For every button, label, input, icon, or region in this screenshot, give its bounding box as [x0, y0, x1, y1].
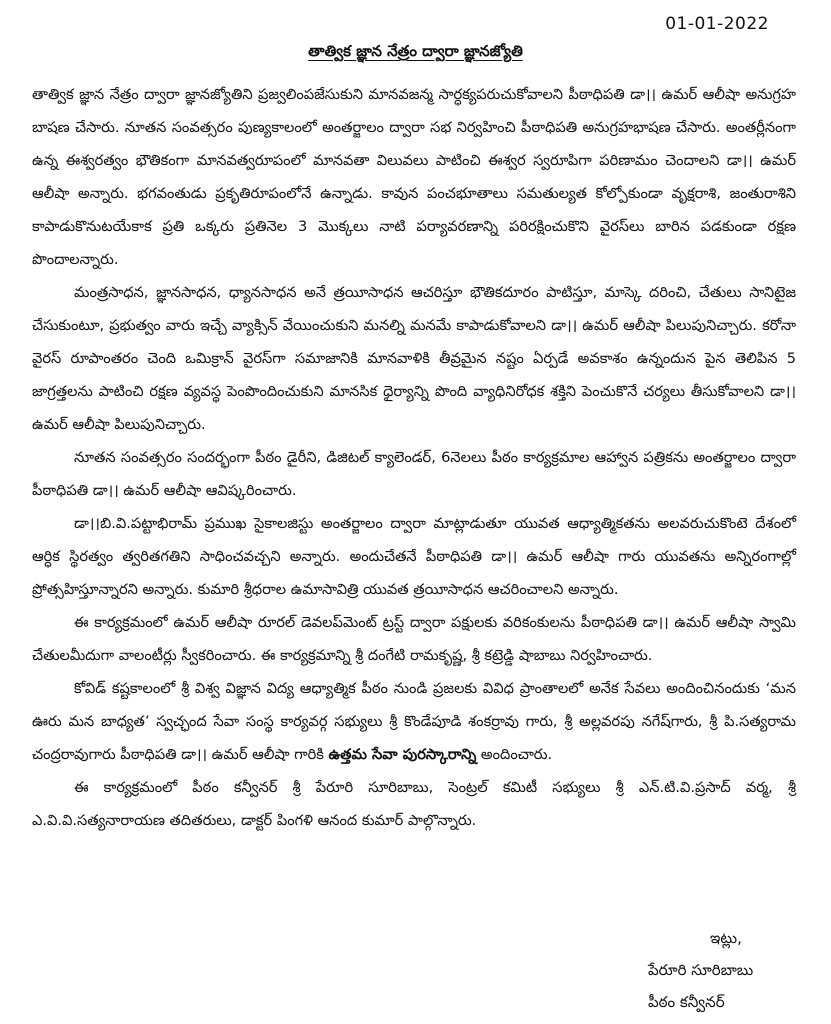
paragraph-6-text: కోవిడ్ కష్టకాలంలో శ్రీ విశ్వ విజ్ఞాన విద్య ఆధ్యాత్మిక పీఠం నుండి ప్రజలకు వివిధ ప్రాంతాలలో అనేక సేవలు అందించినందుకు ‘మన ఊరు మన బాధ్యత’ స్వచ్ఛంద సేవా సంస్థ కార్యవర్గ సభ్యులు శ్రీ కొండేపూడి శంకర్రావు గారు, శ్రీ అల్లవరపు నగేష్‌గారు, శ్రీ పి.సత్యరామ చంద్రరావుగారు పీఠాధిపతి డా।। ఉమర్ ఆలీషా గారికి: [32, 680, 796, 763]
paragraph-2: మంత్రసాధన, జ్ఞానసాధన, ధ్యానసాధన అనే త్రయీసాధన ఆచరిస్తూ భౌతికదూరం పాటిస్తూ, మాస్కె దరించి, చేతులు సానిటైజ చేసుకుంటూ, ప్రభుత్వం వారు ఇచ్చే వ్యాక్సిన్ వేయించుకుని మనల్ని మనమే కాపాడుకోవాలని డా।। ఉమర్ ఆలీషా పిలుపునిచ్చారు. కరోనా వైరస్ రూపాంతరం చెంది ఒమిక్రాన్ వైరస్‌గా సమాజానికి మానవాళికి తీవ్రమైన నష్టం ఏర్పడే అవకాశం ఉన్నందున పైన తెలిపిన 5 జాగ్రత్తలను పాటించి రక్షణ వ్యవస్థ పెంపొందించుకుని మానసిక ధైర్యాన్ని పొంది వ్యాధినిరోధక శక్తిని పెంచుకొనే చర్యలు తీసుకోవాలని డా।। ఉమర్ ఆలీషా పిలుపునిచ్చారు.: [32, 284, 796, 433]
paragraph-7: ఈ కార్యక్రమంలో పీఠం కన్వీనర్ శ్రీ పేరూరి సూరిబాబు, సెంట్రల్ కమిటీ సభ్యులు శ్రీ ఎన్.టి.వి.ప్రసాద్ వర్మ, శ్రీ ఎ.వి.వి.సత్యనారాయణ తదితరులు, డాక్టర్ పింగళి ఆనంద కుమార్ పాల్గొన్నారు.: [32, 779, 796, 829]
paragraph-5: ఈ కార్యక్రమంలో ఉమర్ ఆలీషా రూరల్ డెవలప్‌మెంట్ ట్రస్ట్ ద్వారా పక్షులకు వరికంకులను పీఠాధిపతి డా।। ఉమర్ ఆలీషా స్వామి చేతులమీదుగా వాలంటీర్లు స్వీకరించారు. ఈ కార్యక్రమాన్ని శ్రీ దంగేటి రామకృష్ణ, శ్రీ కట్రెడ్డి షాబాబు నిర్వహించారు.: [32, 614, 796, 664]
paragraph-4: డా।।బి.వి.పట్టాభిరామ్ ప్రముఖ సైకాలజిస్టు అంతర్జాలం ద్వారా మాట్లాడుతూ యువత ఆధ్యాత్మికతను అలవరుచుకొంటె దేశంలో ఆర్ధిక స్థిరత్వం త్వరితగతిని సాధించవచ్చని అన్నారు. అందుచేతనే పీఠాధిపతి డా।। ఉమర్ ఆలీషా గారు యువతను అన్నిరంగాల్లో ప్రోత్సహిస్తూన్నారని అన్నారు. కుమారి శ్రీధరాల ఉమాసావిత్రి యువత త్రయీసాధన ఆచరించాలని అన్నారు.: [32, 515, 796, 598]
document-title: తాత్విక జ్ఞాన నేత్రం ద్వారా జ్ఞానజ్యోతి: [308, 42, 523, 60]
signoff-designation: పీఠం కన్వీనర్: [648, 993, 725, 1011]
paragraph-6: [32, 672, 796, 771]
paragraph-1: తాత్విక జ్ఞాన నేత్రం ద్వారా జ్ఞానజ్యోతిని ప్రజ్వలింపజేసుకుని మానవజన్మ సార్ధక్యపరుచుకోవాలని పీఠాధిపతి డా।। ఉమర్ ఆలీషా అనుగ్రహ బాషణ చేసారు. నూతన సంవత్సరం పుణ్యకాలంలో అంతర్జాలం ద్వారా సభ నిర్వహించి పీఠాధిపతి అనుగ్రహభాషణ చేసారు. అంతర్లీనంగా ఉన్న ఈశ్వరత్వం భౌతికంగా మానవత్వరూపంలో మానవతా విలువలు పాటించి ఈశ్వర స్వరూపిగా పరిణామం చెందాలని డా।। ఉమర్ ఆలీషా అన్నారు. భగవంతుడు ప్రకృతిరూపంలోనే ఉన్నాడు. కావున పంచభూతాలు సమతుల్యత కోల్పోకుండా వృక్షరాశి, జంతురాశిని కాపాడుకొనుటయేకాక ప్రతి ఒక్కరు ప్రతినెల 3 మొక్కలు నాటి పర్యావరణాన్ని పరిరక్షించుకొని వైరస్‌లు బారిన పడకుండా రక్షణ పొందాలన్నారు.: [32, 86, 796, 268]
award-name: ఉత్తమ సేవా పురస్కారాన్ని: [328, 746, 477, 763]
paragraph-6-end: అందించారు.: [476, 746, 553, 763]
document-body: [32, 78, 796, 837]
document-date: 01-01-2022: [665, 14, 769, 34]
signoff-closing: ఇట్లు,: [710, 929, 742, 947]
paragraph-3: నూతన సంవత్సరం సందర్భంగా పీఠం డైరీని, డిజిటల్ క్యాలెండర్, 6నెలలు పీఠం కార్యక్రమాల ఆహ్వాన పత్రికను అంతర్జాలం ద్వారా పీఠాధిపతి డా।। ఉమర్ ఆలీషా ఆవిష్కరించారు.: [32, 449, 796, 499]
signoff-block: [648, 922, 753, 1018]
signoff-name: పేరూరి సూరిబాబు: [648, 961, 754, 979]
